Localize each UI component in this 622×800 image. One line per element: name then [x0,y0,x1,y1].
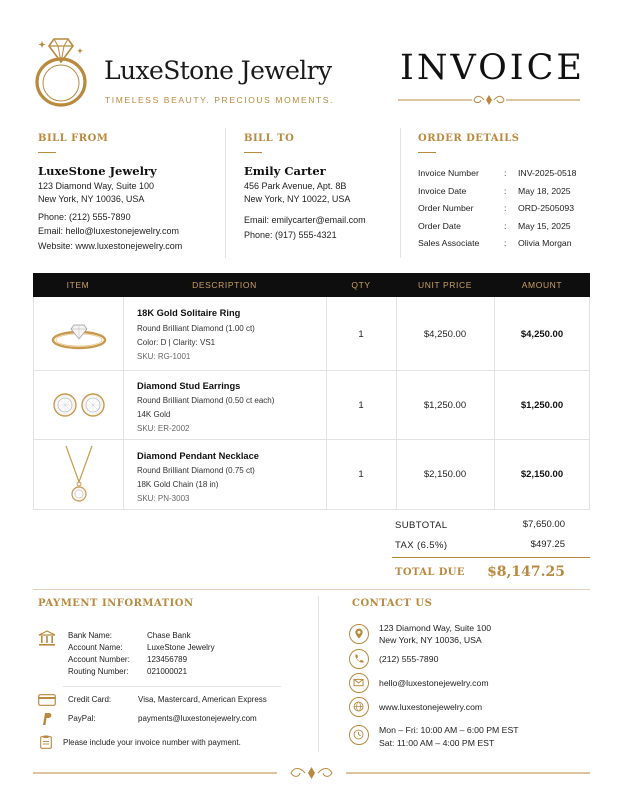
bill-to-phone: Phone: (917) 555-4321 [244,230,337,240]
tax-value: $497.25 [530,539,565,550]
heading-rule [38,152,56,153]
bank-detail-label: Bank Name: [68,631,113,640]
bank-icon [38,630,56,647]
heading-rule [244,152,262,153]
order-detail-row [418,221,593,235]
header-item: ITEM [66,280,90,290]
bill-to-heading: BILL TO [244,133,295,144]
colon-separator: : [504,203,507,213]
column-divider [400,128,401,258]
bank-detail-value: Chase Bank [147,631,191,640]
section-rule [33,589,590,590]
total-due-label: TOTAL DUE [395,567,465,578]
bill-to-address2: New York, NY 10022, USA [244,194,351,204]
order-detail-row [418,238,593,252]
location-icon [349,624,369,644]
credit-card-value: Visa, Mastercard, American Express [138,695,267,704]
table-row [33,440,590,510]
item-title: Diamond Stud Earrings [137,381,241,391]
table-row [33,297,590,371]
table-row [33,371,590,440]
order-detail-label: Invoice Number [418,168,479,178]
cell-divider [123,297,124,370]
item-qty: 1 [358,329,364,340]
contact-address2: New York, NY 10036, USA [379,635,482,645]
bill-from-name: LuxeStone Jewelry [38,164,157,178]
order-detail-row [418,186,593,200]
bill-from-address2: New York, NY 10036, USA [38,194,145,204]
item-sku: SKU: PN-3003 [137,494,190,503]
colon-separator: : [504,238,507,248]
colon-separator: : [504,168,507,178]
payment-divider [63,686,281,687]
cell-divider [123,371,124,439]
paypal-label: PayPal: [68,714,96,723]
subtotal-label: SUBTOTAL [395,520,448,531]
order-detail-label: Order Date [418,220,461,231]
order-detail-value: ORD-2505093 [518,203,575,213]
total-rule [392,557,590,558]
bank-detail-label: Account Number: [68,655,130,664]
colon-separator: : [504,220,507,231]
item-sku: SKU: ER-2002 [137,424,190,433]
order-detail-label: Invoice Date [418,185,467,196]
header-description: DESCRIPTION [192,280,257,290]
contact-hours-weekday: Mon – Fri: 10:00 AM – 6:00 PM EST [379,725,519,735]
payment-note: Please include your invoice number with payment. [63,738,241,747]
order-detail-label: Order Number [418,203,474,213]
subtotal-value: $7,650.00 [522,519,565,530]
phone-icon [349,649,369,669]
item-qty: 1 [358,469,364,480]
item-sku: SKU: RG-1001 [137,352,191,361]
contact-address1: 123 Diamond Way, Suite 100 [379,623,492,633]
paypal-value[interactable]: payments@luxestonejewelry.com [138,714,257,723]
item-amount: $4,250.00 [520,329,564,340]
payment-heading: PAYMENT INFORMATION [38,598,194,609]
item-unit-price: $2,150.00 [423,469,467,480]
order-detail-label: Sales Associate [418,238,480,248]
email-icon [349,673,369,693]
item-detail: Round Brilliant Diamond (0.50 ct each) [137,396,275,405]
invoice-title: INVOICE [400,48,585,88]
order-details-heading: ORDER DETAILS [418,133,520,144]
contact-heading: CONTACT US [352,598,433,609]
clipboard-icon [40,735,52,749]
item-title: Diamond Pendant Necklace [137,451,259,461]
brand-tagline: TIMELESS BEAUTY. PRECIOUS MOMENTS. [105,95,334,105]
bank-detail-value: 021000021 [147,667,188,676]
bank-detail-value: 123456789 [147,655,188,664]
item-detail: Color: D | Clarity: VS1 [137,338,216,347]
cell-divider [123,440,124,509]
clock-icon [349,725,369,745]
ring-image [44,313,114,355]
total-due-value: $8,147.25 [487,564,565,580]
item-title: 18K Gold Solitaire Ring [137,308,241,318]
item-amount: $2,150.00 [520,469,564,480]
item-qty: 1 [358,400,364,411]
bill-from-phone: Phone: (212) 555-7890 [38,212,131,222]
bank-detail-label: Account Name: [68,643,123,652]
globe-icon [349,697,369,717]
bill-to-name: Emily Carter [244,164,326,178]
bank-detail-value: LuxeStone Jewelry [147,643,215,652]
credit-card-icon [38,694,56,706]
order-detail-row [418,168,593,182]
footer-ornament-icon [33,764,590,782]
contact-hours-saturday: Sat: 11:00 AM – 4:00 PM EST [379,738,495,748]
brand-name: LuxeStone Jewelry [104,56,332,85]
bill-to-email[interactable]: Email: emilycarter@email.com [244,215,366,225]
section-divider [318,596,319,752]
bank-detail-label: Routing Number: [68,667,129,676]
header-unit-price: UNIT PRICE [417,280,473,290]
column-divider [225,128,226,258]
contact-phone: (212) 555-7890 [379,654,439,664]
order-detail-row [418,203,593,217]
heading-rule [418,152,436,153]
credit-card-label: Credit Card: [68,695,112,704]
item-detail: Round Brilliant Diamond (0.75 ct) [137,466,255,475]
contact-email[interactable]: hello@luxestonejewelry.com [379,678,489,688]
bill-to-address1: 456 Park Avenue, Apt. 8B [244,181,347,191]
bill-from-heading: BILL FROM [38,133,109,144]
ornament-divider-icon [398,92,580,108]
order-detail-value: May 18, 2025 [518,185,571,196]
order-detail-value: INV-2025-0518 [518,168,577,178]
order-detail-value: Olivia Morgan [518,238,572,248]
header-qty: QTY [351,280,371,290]
table-header [33,273,590,297]
item-detail: 18K Gold Chain (18 in) [137,480,219,489]
ring-logo-icon [34,36,88,108]
item-unit-price: $1,250.00 [423,400,467,411]
paypal-icon [40,712,54,726]
bill-from-website[interactable]: Website: www.luxestonejewelry.com [38,241,183,251]
item-unit-price: $4,250.00 [423,329,467,340]
earrings-image [44,389,114,421]
order-detail-value: May 15, 2025 [518,220,571,231]
necklace-image [44,444,114,506]
bill-from-address1: 123 Diamond Way, Suite 100 [38,181,155,191]
tax-label: TAX (6.5%) [395,540,448,551]
contact-website[interactable]: www.luxestonejewelry.com [379,702,483,712]
item-detail: Round Brilliant Diamond (1.00 ct) [137,324,255,333]
item-detail: 14K Gold [137,410,171,419]
bill-from-email[interactable]: Email: hello@luxestonejewelry.com [38,226,180,236]
colon-separator: : [504,185,507,196]
header-amount: AMOUNT [521,280,563,290]
item-amount: $1,250.00 [520,400,564,411]
